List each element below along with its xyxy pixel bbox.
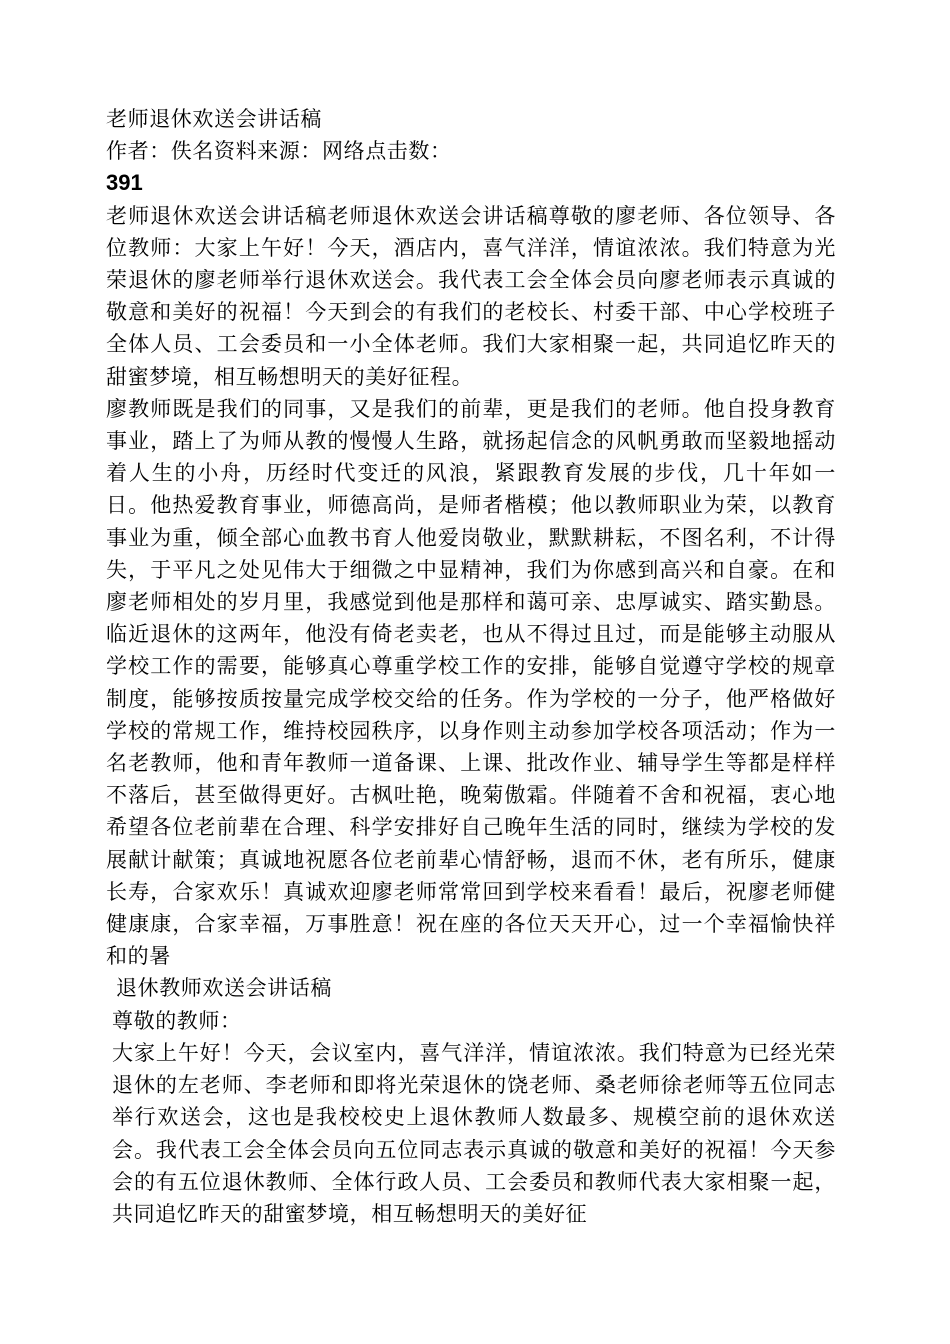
body-paragraph-3: 大家上午好！今天，会议室内，喜气洋洋，情谊浓浓。我们特意为已经光荣退休的左老师、李老师和即将光荣退休的饶老师、桑老师徐老师等五位同志举行欢送会，这也是我校校史上退休教师人数最多、规模空前的退休欢送会。我代表工会全体会员向五位同志表示真诚的敬意和美好的祝福！今天参会的有五位退休教师、全体行政人员、工会委员和教师代表大家相聚一起，共同追忆昨天的甜蜜梦境，相互畅想明天的美好征 (112, 1040, 836, 1226)
salutation: 尊敬的教师： (112, 1008, 242, 1033)
section-subtitle: 退休教师欢送会讲话稿 (116, 976, 332, 1001)
document-title: 老师退休欢送会讲话稿 (106, 107, 322, 131)
click-count: 391 (106, 170, 143, 196)
document-page (106, 103, 836, 1230)
document-meta-line: 作者：佚名资料来源：网络点击数： (106, 139, 452, 164)
body-paragraph-1: 老师退休欢送会讲话稿老师退休欢送会讲话稿尊敬的廖老师、各位领导、各位教师：大家上午好！今天，酒店内，喜气洋洋，情谊浓浓。我们特意为光荣退休的廖老师举行退休欢送会。我代表工会全体会员向廖老师表示真诚的敬意和美好的祝福！今天到会的有我们的老校长、村委干部、中心学校班子全体人员、工会委员和一小全体老师。我们大家相聚一起，共同追忆昨天的甜蜜梦境，相互畅想明天的美好征程。 (106, 203, 836, 389)
body-paragraph-2: 廖教师既是我们的同事，又是我们的前辈，更是我们的老师。他自投身教育事业，踏上了为师从教的慢慢人生路，就扬起信念的风帆勇敢而坚毅地摇动着人生的小舟，历经时代变迁的风浪，紧跟教育发展的步伐，几十年如一日。他热爱教育事业，师德高尚，是师者楷模；他以教师职业为荣，以教育事业为重，倾全部心血教书育人他爱岗敬业，默默耕耘，不图名利，不计得失，于平凡之处见伟大于细微之中显精神，我们为你感到高兴和自豪。在和廖老师相处的岁月里，我感觉到他是那样和蔼可亲、忠厚诚实、踏实勤恳。临近退休的这两年，他没有倚老卖老，也从不得过且过，而是能够主动服从学校工作的需要，能够真心尊重学校工作的安排，能够自觉遵守学校的规章制度，能够按质按量完成学校交给的任务。作为学校的一分子，他严格做好学校的常规工作，维持校园秩序，以身作则主动参加学校各项活动；作为一名老教师，他和青年教师一道备课、上课、批改作业、辅导学生等都是样样不落后，甚至做得更好。古枫吐艳，晚菊傲霜。伴随着不舍和祝福，衷心地希望各位老前辈在合理、科学安排好自己晚年生活的同时，继续为学校的发展献计献策；真诚地祝愿各位老前辈心情舒畅，退而不休，老有所乐，健康长寿，合家欢乐！真诚欢迎廖老师常常回到学校来看看！最后，祝廖老师健健康康，合家幸福，万事胜意！祝在座的各位天天开心，过一个幸福愉快祥和的暑 (106, 396, 836, 969)
